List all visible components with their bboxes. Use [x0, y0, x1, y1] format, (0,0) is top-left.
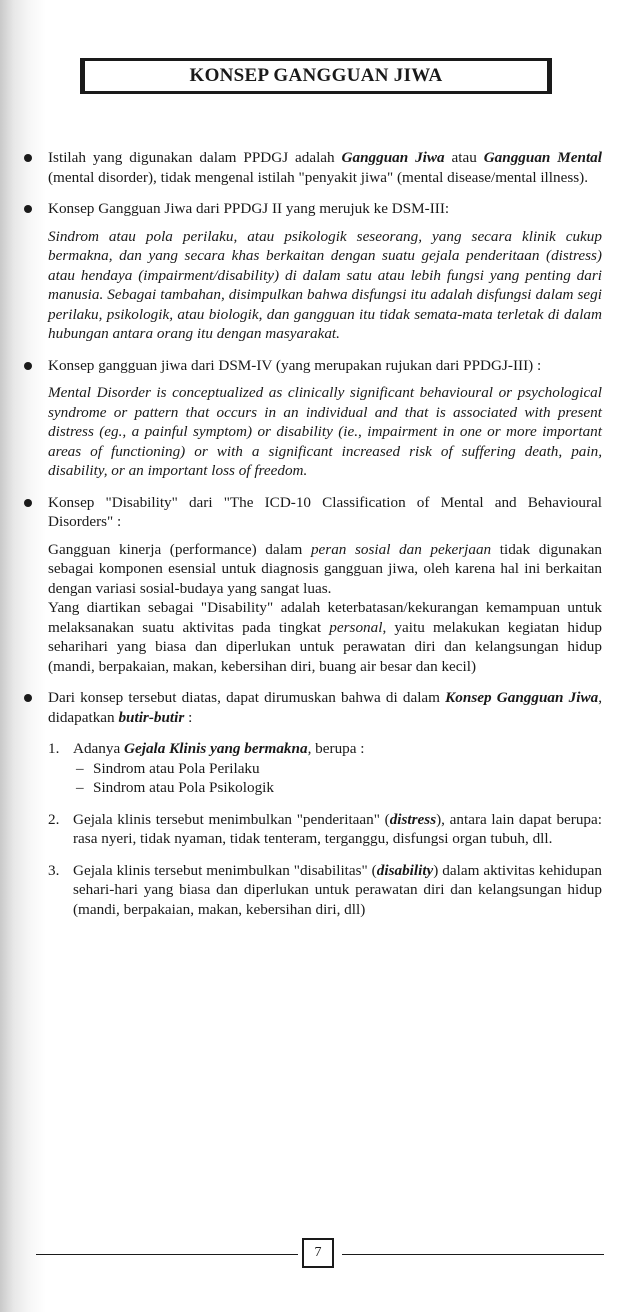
bullet-dot-icon: [24, 154, 32, 162]
bullet-dot-icon: [24, 205, 32, 213]
numbered-item: [48, 861, 602, 920]
dash-marker: –: [76, 759, 84, 777]
emphasis-term: Gejala Klinis yang bermakna: [124, 740, 308, 757]
text-span: Gejala klinis tersebut menimbulkan "disabilitas" (: [73, 861, 377, 879]
text-span: Gangguan kinerja (performance) dalam: [48, 540, 311, 558]
definition-quote: Sindrom atau pola perilaku, atau psikologik seseorang, yang secara klinik cukup bermakna, dan yang secara khas berkaitan dengan suatu gejala penderitaan (distress) atau hendaya (impairment/disability) di dalam satu atau lebih fungsi yang penting dari manusia. Sebagai tambahan, disimpulkan bahwa disfungsi itu adalah disfungsi dalam segi perilaku, psikologik, atau biologik, dan gangguan itu tidak semata-mata terletak di dalam hubungan antara orang itu dengan masyarakat.: [48, 227, 602, 342]
text-span: , yaitu melakukan kegiatan hidup seharihari yang biasa dan diperlukan untuk perawatan diri dan kelangsungan hidup (mandi, berpakaian, makan, kebersihan diri, buang air besar dan kecil): [48, 618, 603, 675]
bullet-item-istilah: [24, 148, 602, 187]
page-content: [24, 148, 602, 931]
text-span: Sindrom atau Pola Perilaku: [93, 759, 260, 777]
chapter-title: KONSEP GANGGUAN JIWA: [80, 58, 552, 94]
text-span: Yang diartikan sebagai "Disability" adalah keterbatasan/kekurangan kemampuan untuk melaksanakan suatu aktivitas pada tingkat: [48, 599, 602, 636]
item-number: 2.: [48, 810, 60, 828]
numbered-item-text: [73, 739, 602, 759]
bullet-item-butir: [24, 688, 602, 919]
emphasis-term: disability: [376, 861, 434, 879]
dash-marker: –: [76, 779, 84, 796]
text-span: ), antara lain dapat berupa: rasa nyeri, tidak nyaman, tidak tenteram, terganggu, disfungsi organ tubuh, dll.: [73, 810, 602, 847]
text-span: , berupa :: [307, 740, 365, 757]
bullet-dot-icon: [24, 499, 32, 507]
text-span: :: [184, 708, 193, 726]
dash-list-item: [73, 778, 602, 798]
numbered-item: [48, 739, 602, 798]
bullet-text: [48, 148, 602, 187]
text-span: Dari konsep tersebut diatas, dapat dirumuskan bahwa di dalam: [48, 689, 446, 706]
footer-rule-right: [342, 1254, 604, 1255]
text-span: ) dalam aktivitas kehidupan sehari-hari yang biasa dan diperlukan untuk perawatan diri dan kelangsungan hidup (mandi, berpakaian, makan, kebersihan diri, dll): [73, 861, 602, 918]
emphasis-term: distress: [389, 810, 437, 828]
emphasis-term: butir-butir: [118, 708, 185, 726]
bullet-item-dsm-iv: [24, 356, 602, 481]
text-span: Istilah yang digunakan dalam PPDGJ adalah: [48, 149, 342, 166]
bullet-text: Konsep gangguan jiwa dari DSM-IV (yang merupakan rujukan dari PPDGJ-III) :: [48, 356, 542, 374]
bullet-item-ppdgj-ii: [24, 199, 602, 344]
numbered-item-text: [73, 861, 602, 920]
bullet-text: Konsep Gangguan Jiwa dari PPDGJ II yang merujuk ke DSM-III:: [48, 200, 450, 217]
page-number: 7: [302, 1238, 334, 1268]
bullet-text: Konsep "Disability" dari "The ICD-10 Classification of Mental and Behavioural Disorders" :: [48, 493, 602, 530]
text-span: (mental disorder), tidak mengenal istilah "penyakit jiwa" (mental disease/mental illness).: [48, 168, 589, 186]
bullet-text: [48, 688, 602, 727]
emphasis-term: Gangguan Jiwa: [341, 149, 445, 166]
paragraph-performance: [48, 540, 602, 599]
paragraph-disability-def: [48, 598, 602, 676]
text-span: Sindrom atau Pola Psikologik: [93, 779, 274, 796]
bullet-dot-icon: [24, 694, 32, 702]
italic-term: personal: [329, 618, 383, 636]
item-number: 1.: [48, 740, 60, 757]
bullet-item-disability: [24, 493, 602, 677]
footer-rule-left: [36, 1254, 298, 1255]
numbered-item: [48, 810, 602, 849]
dash-list-item: [73, 759, 602, 779]
definition-quote: Mental Disorder is conceptualized as clinically significant behavioural or psychological syndrome or pattern that occurs in an individual and that is associated with present distress (eg., a painful symptom) or disability (ie., impairment in one or more important areas of functioning) or with a significant increased risk of suffering death, pain, disability, or an important loss of freedom.: [48, 384, 602, 479]
numbered-item-text: [73, 810, 602, 849]
text-span: Adanya: [73, 740, 125, 757]
bullet-dot-icon: [24, 362, 32, 370]
text-span: Gejala klinis tersebut menimbulkan "penderitaan" (: [73, 810, 390, 828]
text-span: , didapatkan: [48, 689, 602, 726]
emphasis-term: Gangguan Mental: [483, 149, 602, 166]
text-span: tidak digunakan sebagai komponen esensial untuk diagnosis gangguan jiwa, oleh karena hal ini berkaitan dengan variasi sosial-budaya yang sangat luas.: [48, 540, 602, 597]
emphasis-term: Konsep Gangguan Jiwa: [445, 689, 599, 706]
item-number: 3.: [48, 861, 60, 879]
text-span: atau: [444, 149, 484, 166]
italic-term: peran sosial dan pekerjaan: [310, 540, 492, 558]
